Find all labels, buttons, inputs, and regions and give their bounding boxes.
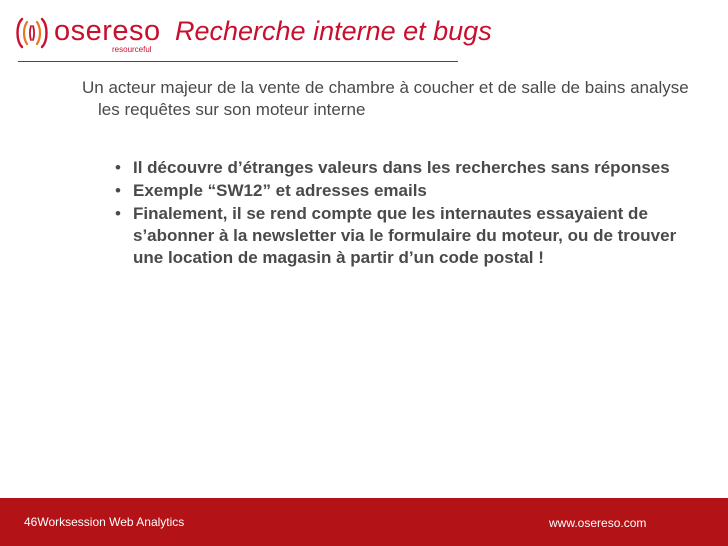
bullet-marker: • [115, 204, 121, 223]
footer-slide-label: 46Worksession Web Analytics [24, 515, 185, 529]
bullet-item [115, 203, 705, 269]
bullet-item [115, 180, 705, 202]
bullet-text: Finalement, il se rend compte que les internautes essayaient de s’abonner à la newsletter via le formulaire du moteur, ou de trouver une location de magasin à partir d’un code postal ! [133, 204, 677, 267]
osereso-logo-mark-icon [14, 16, 50, 50]
footer-bar [0, 498, 728, 546]
bullet-list [115, 157, 705, 270]
slide-title: Recherche interne et bugs [175, 16, 492, 46]
bullet-text: Il découvre d’étranges valeurs dans les recherches sans réponses [133, 158, 670, 177]
title-divider [18, 61, 458, 62]
footer-website-link[interactable]: www.osereso.com [549, 516, 647, 530]
logo-tagline: resourceful [112, 45, 152, 54]
logo-wordmark: osereso [54, 15, 161, 47]
intro-paragraph: Un acteur majeur de la vente de chambre à coucher et de salle de bains analyse les requêtes sur son moteur interne [82, 78, 689, 119]
bullet-marker: • [115, 181, 121, 200]
bullet-item [115, 157, 705, 179]
bullet-text: Exemple “SW12” et adresses emails [133, 181, 427, 200]
osereso-logo [14, 14, 164, 54]
bullet-marker: • [115, 158, 121, 177]
